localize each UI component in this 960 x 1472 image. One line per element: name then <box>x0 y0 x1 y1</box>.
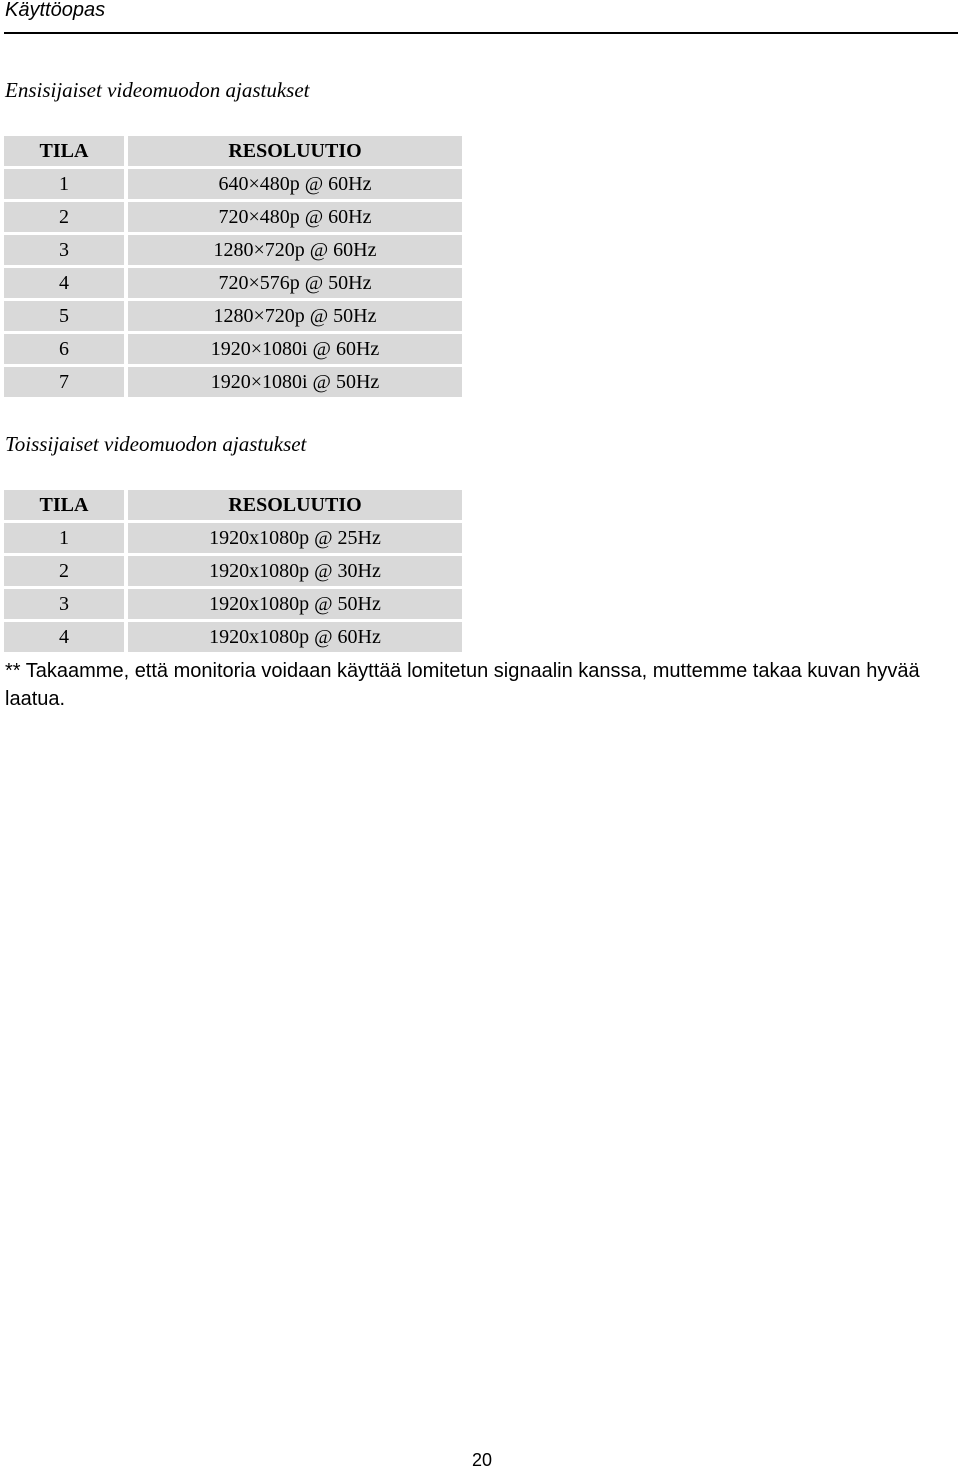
document-header-title: Käyttöopas <box>5 0 106 21</box>
table-row <box>4 301 462 331</box>
mode-cell: 3 <box>4 589 128 619</box>
resolution-cell: 1920×1080i @ 60Hz <box>128 334 462 364</box>
table-row <box>4 589 462 619</box>
table-row <box>4 334 462 364</box>
header-divider <box>4 32 958 34</box>
resolution-cell: 1920x1080p @ 30Hz <box>128 556 462 586</box>
mode-cell: 7 <box>4 367 128 397</box>
column-header-resolution: RESOLUUTIO <box>128 490 462 520</box>
mode-cell: 6 <box>4 334 128 364</box>
resolution-cell: 1920x1080p @ 25Hz <box>128 523 462 553</box>
table-row <box>4 367 462 397</box>
mode-cell: 4 <box>4 268 128 298</box>
table-header-row <box>4 136 462 166</box>
table-row <box>4 523 462 553</box>
table-row <box>4 268 462 298</box>
secondary-timings-title: Toissijaiset videomuodon ajastukset <box>5 432 307 456</box>
column-header-resolution: RESOLUUTIO <box>128 136 462 166</box>
table-header-row <box>4 490 462 520</box>
mode-cell: 1 <box>4 523 128 553</box>
table-row <box>4 169 462 199</box>
table-row <box>4 235 462 265</box>
secondary-timings-table <box>4 487 462 655</box>
resolution-cell: 640×480p @ 60Hz <box>128 169 462 199</box>
column-header-mode: TILA <box>4 490 128 520</box>
mode-cell: 4 <box>4 622 128 652</box>
resolution-cell: 1920x1080p @ 50Hz <box>128 589 462 619</box>
column-header-mode: TILA <box>4 136 128 166</box>
primary-timings-title: Ensisijaiset videomuodon ajastukset <box>5 78 310 102</box>
table-row <box>4 556 462 586</box>
interlaced-signal-note: ** Takaamme, että monitoria voidaan käyttää lomitetun signaalin kanssa, muttemme takaa kuvan hyvää laatua. <box>5 660 920 710</box>
primary-timings-table <box>4 133 462 400</box>
resolution-cell: 720×480p @ 60Hz <box>128 202 462 232</box>
mode-cell: 5 <box>4 301 128 331</box>
mode-cell: 1 <box>4 169 128 199</box>
resolution-cell: 1280×720p @ 50Hz <box>128 301 462 331</box>
mode-cell: 2 <box>4 556 128 586</box>
table-row <box>4 622 462 652</box>
resolution-cell: 1280×720p @ 60Hz <box>128 235 462 265</box>
mode-cell: 2 <box>4 202 128 232</box>
mode-cell: 3 <box>4 235 128 265</box>
table-row <box>4 202 462 232</box>
resolution-cell: 1920×1080i @ 50Hz <box>128 367 462 397</box>
resolution-cell: 720×576p @ 50Hz <box>128 268 462 298</box>
page-number: 20 <box>471 1450 493 1470</box>
resolution-cell: 1920x1080p @ 60Hz <box>128 622 462 652</box>
